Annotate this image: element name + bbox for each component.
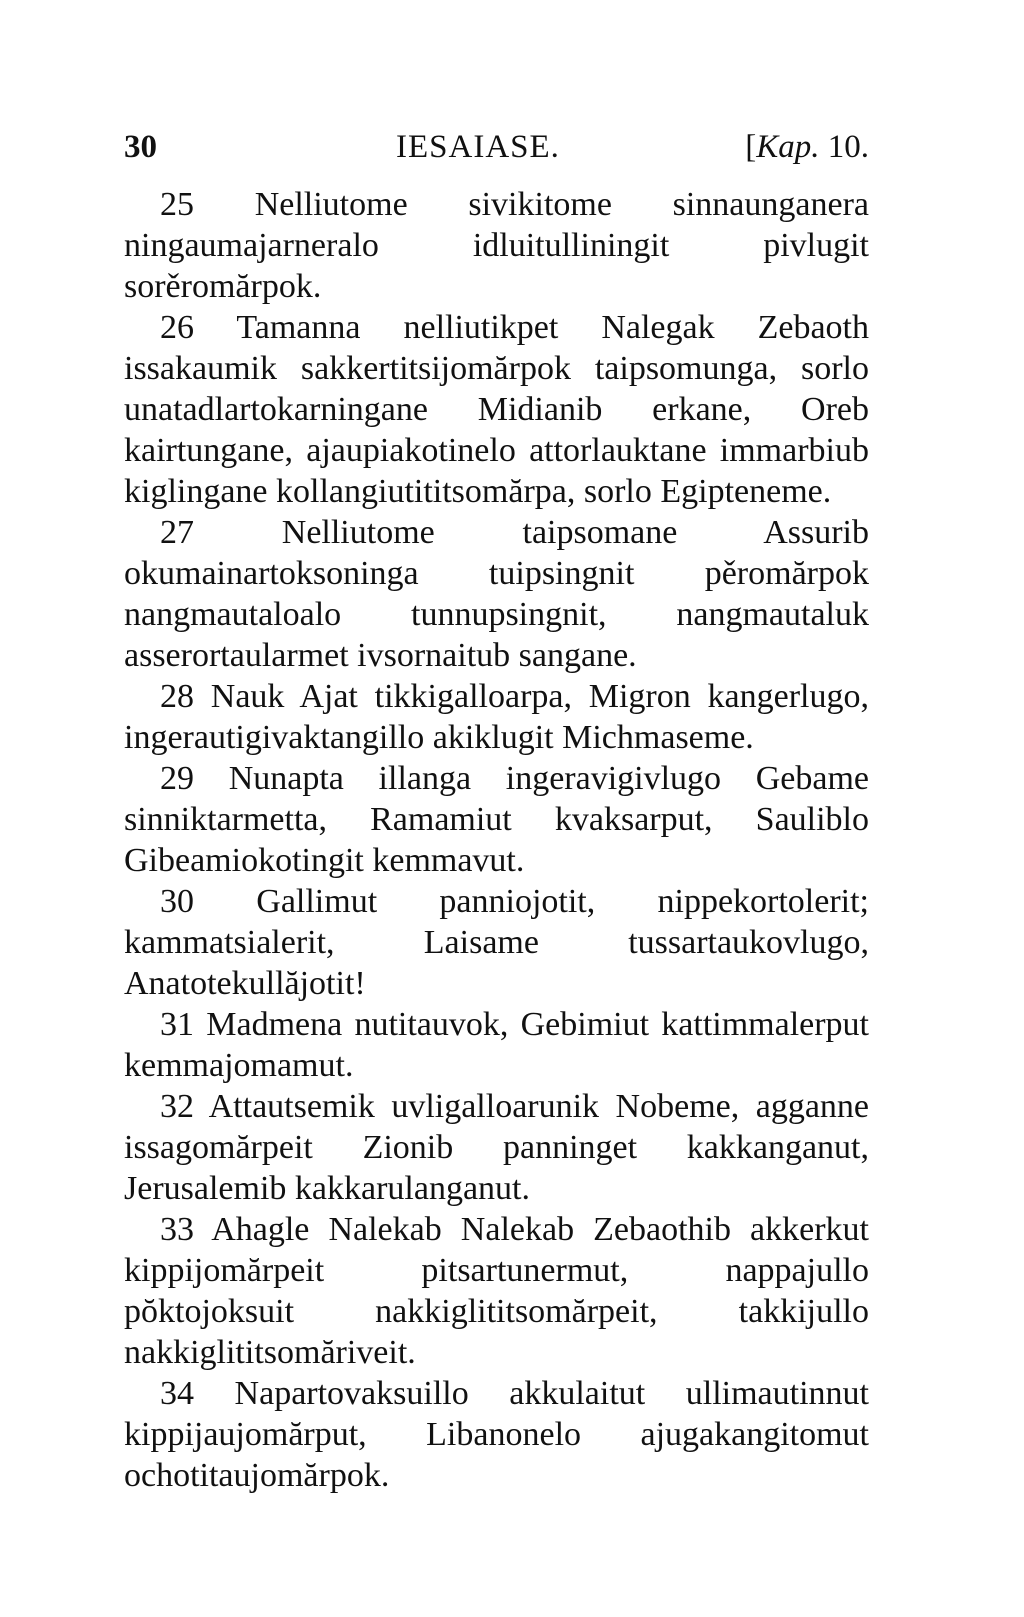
verse-text: Nauk Ajat tikkigalloarpa, Migron kangerlugo, ingerautigivaktangillo akiklugit Michmaseme. <box>124 678 869 756</box>
verse-33 <box>124 1209 869 1373</box>
verse-number: 30 <box>160 883 194 920</box>
verse-26 <box>124 307 869 512</box>
verse-number: 27 <box>160 514 194 551</box>
body-text <box>124 184 869 1496</box>
verse-text: Ahagle Nalekab Nalekab Zebaothib akkerkut kippijomărpeit pitsartunermut, nappajullo pŏktojoksuit nakkiglititsomărpeit, takkijullo nakkiglititsomărivеit. <box>124 1211 869 1371</box>
verse-number: 29 <box>160 760 194 797</box>
verse-number: 28 <box>160 678 194 715</box>
verse-text: Nelliutome taipsomane Assurib okumainartoksoninga tuipsingnit pěromărpok nangmautaloalo tunnupsingnit, nangmautaluk asserortaularmet ivsornaitub sangane. <box>124 514 870 674</box>
verse-25 <box>124 184 869 307</box>
verse-text: Nunapta illanga ingeravigivlugo Gebame sinniktarmetta, Ramamiut kvaksarput, Sauliblo Gibeamiokotingit kemmavut. <box>124 760 870 879</box>
verse-number: 26 <box>160 309 194 346</box>
verse-29 <box>124 758 869 881</box>
page-number: 30 <box>124 129 157 165</box>
verse-number: 25 <box>160 186 194 223</box>
verse-31 <box>124 1004 869 1086</box>
verse-number: 31 <box>160 1006 194 1043</box>
verse-text: Tamanna nelliutikpet Nalegak Zebaoth issakaumik sakkertitsijomărpok taipsomunga, sorlo unatadlartokarningane Midianib erkane, Oreb kairtungane, ajaupiakotinelo attorlauktane immarbiub kiglingane kollangiutititsomărpa, sorlo Egipteneme. <box>124 309 869 510</box>
chapter-label: Kap. <box>756 129 820 165</box>
chapter-bracket: [ <box>745 129 757 165</box>
verse-number: 34 <box>160 1375 194 1412</box>
verse-text: Napartovaksuillo akkulaitut ullimautinnut kippijaujomărput, Libanonelo ajugakangitomut ochotitaujomărpok. <box>124 1375 869 1494</box>
verse-text: Nelliutome sivikitome sinnaunganera ningaumajarneralo idluitulliningit pivlugit sorěromărpok. <box>124 186 869 305</box>
verse-number: 33 <box>160 1211 194 1248</box>
verse-text: Madmena nutitauvok, Gebimiut kattimmalerput kemmajomamut. <box>124 1006 870 1084</box>
chapter-reference <box>745 118 869 176</box>
verse-27 <box>124 512 869 676</box>
book-title: IESAIASE. <box>396 129 560 165</box>
verse-text: Gallimut panniojotit, nippekortolerit; kammatsialerit, Laisame tussartaukovlugo, Anatotekullăjotit! <box>124 883 869 1002</box>
verse-28 <box>124 676 869 758</box>
running-head <box>124 118 869 176</box>
verse-number: 32 <box>160 1088 194 1125</box>
chapter-number: 10. <box>827 129 869 165</box>
verse-text: Attautsemik uvligalloarunik Nobeme, agganne issagomărpeit Zionib panninget kakkanganut, Jerusalemib kakkarulanganut. <box>124 1088 870 1207</box>
verse-30 <box>124 881 869 1004</box>
verse-34 <box>124 1373 869 1496</box>
verse-32 <box>124 1086 869 1209</box>
book-page <box>124 118 869 1496</box>
